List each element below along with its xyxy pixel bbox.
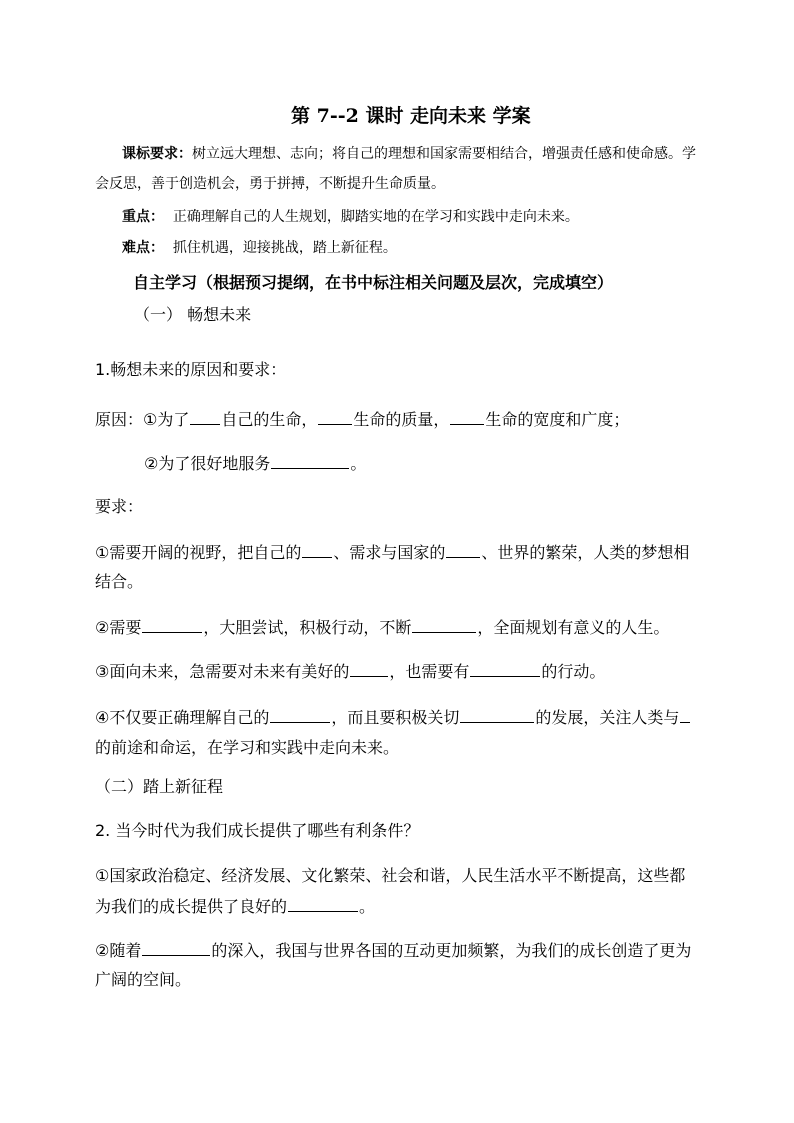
- blank[interactable]: [190, 407, 220, 425]
- blank[interactable]: [446, 540, 480, 558]
- section-2-heading: （二）踏上新征程: [95, 777, 224, 796]
- curriculum-requirement-cont: 会反思，善于创造机会，勇于拼搏，不断提升生命质量。: [95, 176, 445, 192]
- question-1: 1.畅想未来的原因和要求：: [95, 360, 287, 379]
- requirement-heading: 要求：: [95, 497, 144, 516]
- key-point: [122, 205, 579, 229]
- condition-2: ②随着 的深入，我国与世界各国的互动更加频繁，为我们的成长创造了更为: [95, 938, 691, 963]
- difficulty-label: 难点：: [122, 240, 164, 256]
- blank[interactable]: [270, 705, 330, 723]
- section-1-heading: （一） 畅想未来: [134, 305, 252, 324]
- blank[interactable]: [271, 451, 349, 469]
- blank[interactable]: [460, 705, 534, 723]
- requirement-4-cont: 的前途和命运，在学习和实践中走向未来。: [95, 738, 400, 757]
- difficulty-point: [122, 236, 397, 260]
- curriculum-requirement: [122, 142, 696, 166]
- blank[interactable]: [142, 938, 210, 956]
- blank[interactable]: [470, 659, 540, 677]
- requirement-1-cont: 结合。: [95, 572, 144, 591]
- key-text: 正确理解自己的人生规划，脚踏实地的在学习和实践中走向未来。: [172, 209, 579, 225]
- self-study-heading: 自主学习（根据预习提纲，在书中标注相关问题及层次，完成填空）: [133, 273, 614, 292]
- blank[interactable]: [350, 659, 388, 677]
- condition-1: ①国家政治稳定、经济发展、文化繁荣、社会和谐，人民生活水平不断提高，这些都: [95, 866, 686, 885]
- requirement-label: 课标要求：: [122, 146, 192, 162]
- blank[interactable]: [680, 705, 690, 723]
- key-label: 重点：: [122, 209, 164, 225]
- blank[interactable]: [288, 894, 358, 912]
- reason-line-2: ②为了很好地服务 。: [144, 451, 366, 476]
- requirement-3: ③面向未来，急需要对未来有美好的 ，也需要有 的行动。: [95, 659, 605, 684]
- requirement-2: ②需要 ，大胆尝试，积极行动，不断 ，全面规划有意义的人生。: [95, 615, 669, 640]
- blank[interactable]: [318, 407, 352, 425]
- requirement-4: ④不仅要正确理解自己的 ，而且要积极关切 的发展，关注人类与: [95, 705, 691, 730]
- blank[interactable]: [142, 615, 202, 633]
- reason-line-1: 原因：①为了 自己的生命， 生命的质量， 生命的宽度和广度；: [95, 407, 629, 432]
- difficulty-text: 抓住机遇，迎接挑战，踏上新征程。: [172, 240, 397, 256]
- blank[interactable]: [450, 407, 484, 425]
- blank[interactable]: [412, 615, 476, 633]
- condition-1-cont: 为我们的成长提供了良好的 。: [95, 894, 375, 919]
- condition-2-cont: 广阔的空间。: [95, 970, 192, 989]
- requirement-text: 树立远大理想、志向；将自己的理想和国家需要相结合，增强责任感和使命感。学: [192, 146, 696, 162]
- question-2: 2. 当今时代为我们成长提供了哪些有利条件？: [95, 821, 420, 840]
- page-title: 第 7--2 课时 走向未来 学案: [291, 105, 531, 127]
- requirement-1: ①需要开阔的视野，把自己的 、需求与国家的 、世界的繁荣，人类的梦想相: [95, 540, 689, 565]
- blank[interactable]: [302, 540, 332, 558]
